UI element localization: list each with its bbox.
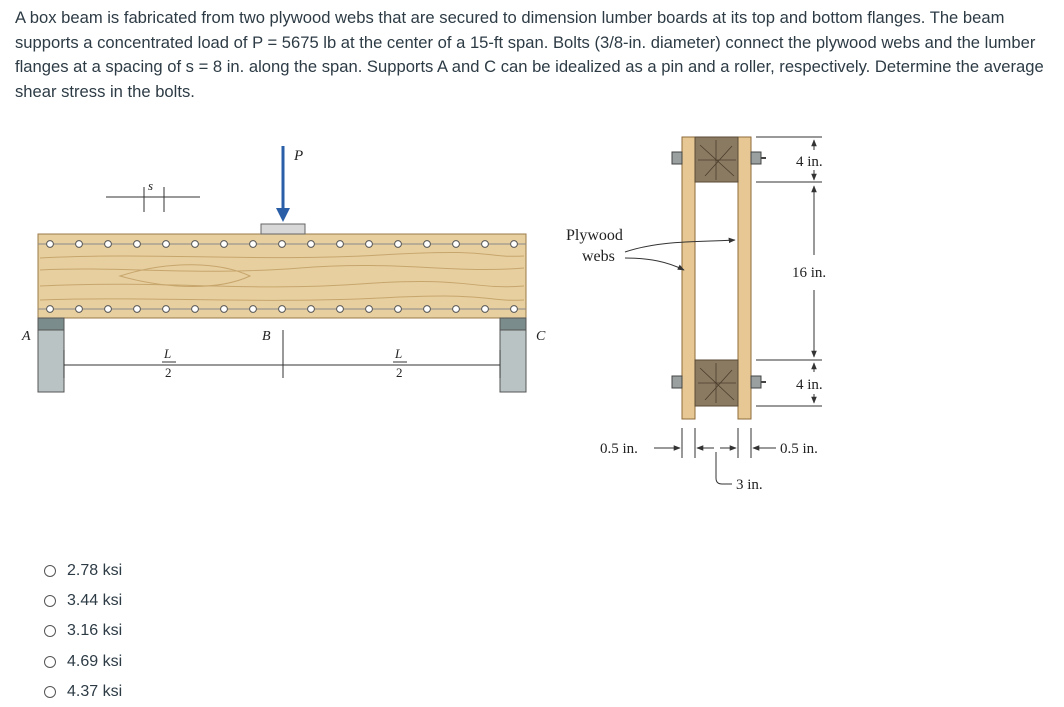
bolt-mark	[134, 306, 141, 313]
bolt-mark	[105, 241, 112, 248]
bolt-mark	[366, 306, 373, 313]
load-arrowhead	[276, 208, 290, 222]
bolt-mark	[308, 241, 315, 248]
answer-label: 3.44 ksi	[67, 592, 123, 610]
bolt-mark	[192, 241, 199, 248]
bolt-mark	[250, 306, 257, 313]
plywood-web-left	[682, 137, 695, 419]
bolt-mark	[453, 306, 460, 313]
bolt-mark	[395, 306, 402, 313]
half-span-denominator-left: 2	[165, 365, 172, 380]
answer-option[interactable]	[44, 586, 122, 616]
answer-option[interactable]	[44, 616, 122, 646]
question-text: A box beam is fabricated from two plywood webs that are secured to dimension lumber boards at its top and bottom flanges. The beam supports a concentrated load of P = 5675 lb at the center of a 15-ft span. Bolts (3/8-in. diameter) connect the plywood webs and the lumber flanges at a spacing of s = 8 in. along the span. Supports A and C can be idealized as a pin and a roller, respectively. Determine the average shear stress in the bolts.	[15, 8, 1044, 101]
label-webs: webs	[582, 248, 615, 265]
label-bottom-flange-depth: 4 in.	[796, 377, 823, 393]
bolt-mark	[47, 241, 54, 248]
support-pad-c	[500, 318, 526, 330]
answer-label: 4.37 ksi	[67, 682, 123, 700]
load-pad	[261, 224, 305, 234]
answer-label: 4.69 ksi	[67, 652, 123, 670]
top-flange	[695, 137, 738, 182]
support-block-a	[38, 330, 64, 392]
bolt-mark	[511, 241, 518, 248]
bolt-mark	[453, 241, 460, 248]
support-block-c	[500, 330, 526, 392]
support-pad-a	[38, 318, 64, 330]
radio-button[interactable]	[44, 686, 56, 698]
radio-button[interactable]	[44, 656, 56, 668]
half-span-denominator-right: 2	[396, 365, 403, 380]
beam-elevation	[21, 146, 546, 392]
answer-option[interactable]	[44, 677, 122, 707]
answer-option[interactable]	[44, 647, 122, 677]
plywood-web-right	[738, 137, 751, 419]
bolt-mark	[76, 241, 83, 248]
label-support-c: C	[536, 329, 546, 344]
bolt-mark	[192, 306, 199, 313]
label-plywood: Plywood	[566, 227, 623, 244]
bolt-mark	[308, 306, 315, 313]
radio-button[interactable]	[44, 625, 56, 637]
label-midpoint-b: B	[262, 329, 271, 344]
bolt-mark	[105, 306, 112, 313]
answer-label: 3.16 ksi	[67, 622, 123, 640]
bolt-mark	[482, 306, 489, 313]
box-section	[566, 137, 826, 493]
bolt-mark	[424, 241, 431, 248]
label-web-thickness-right: 0.5 in.	[780, 441, 818, 457]
bolt-mark	[134, 241, 141, 248]
bolt-mark	[366, 241, 373, 248]
bolt-mark	[250, 241, 257, 248]
answer-choices	[44, 556, 122, 707]
label-web-thickness-left: 0.5 in.	[600, 441, 638, 457]
bolt-mark	[482, 241, 489, 248]
bolt-mark	[221, 241, 228, 248]
bolt-mark	[337, 241, 344, 248]
label-web-height: 16 in.	[792, 265, 827, 281]
bolt-mark	[47, 306, 54, 313]
label-flange-width: 3 in.	[736, 477, 763, 493]
radio-button[interactable]	[44, 565, 56, 577]
half-span-numerator-left: L	[164, 346, 172, 361]
label-load-p: P	[294, 148, 304, 164]
answer-option[interactable]	[44, 556, 122, 586]
bolt-mark	[279, 241, 286, 248]
bolt-mark	[279, 306, 286, 313]
label-top-flange-depth: 4 in.	[796, 154, 823, 170]
label-support-a: A	[22, 329, 31, 344]
bolt-mark	[395, 241, 402, 248]
bolt-mark	[424, 306, 431, 313]
bolt-mark	[511, 306, 518, 313]
bolt-mark	[76, 306, 83, 313]
bolt-mark	[163, 306, 170, 313]
bolt-mark	[337, 306, 344, 313]
bolt-mark	[163, 241, 170, 248]
bolt-mark	[221, 306, 228, 313]
label-spacing-s: s	[148, 178, 154, 193]
half-span-numerator-right: L	[395, 346, 403, 361]
radio-button[interactable]	[44, 595, 56, 607]
answer-label: 2.78 ksi	[67, 562, 123, 580]
